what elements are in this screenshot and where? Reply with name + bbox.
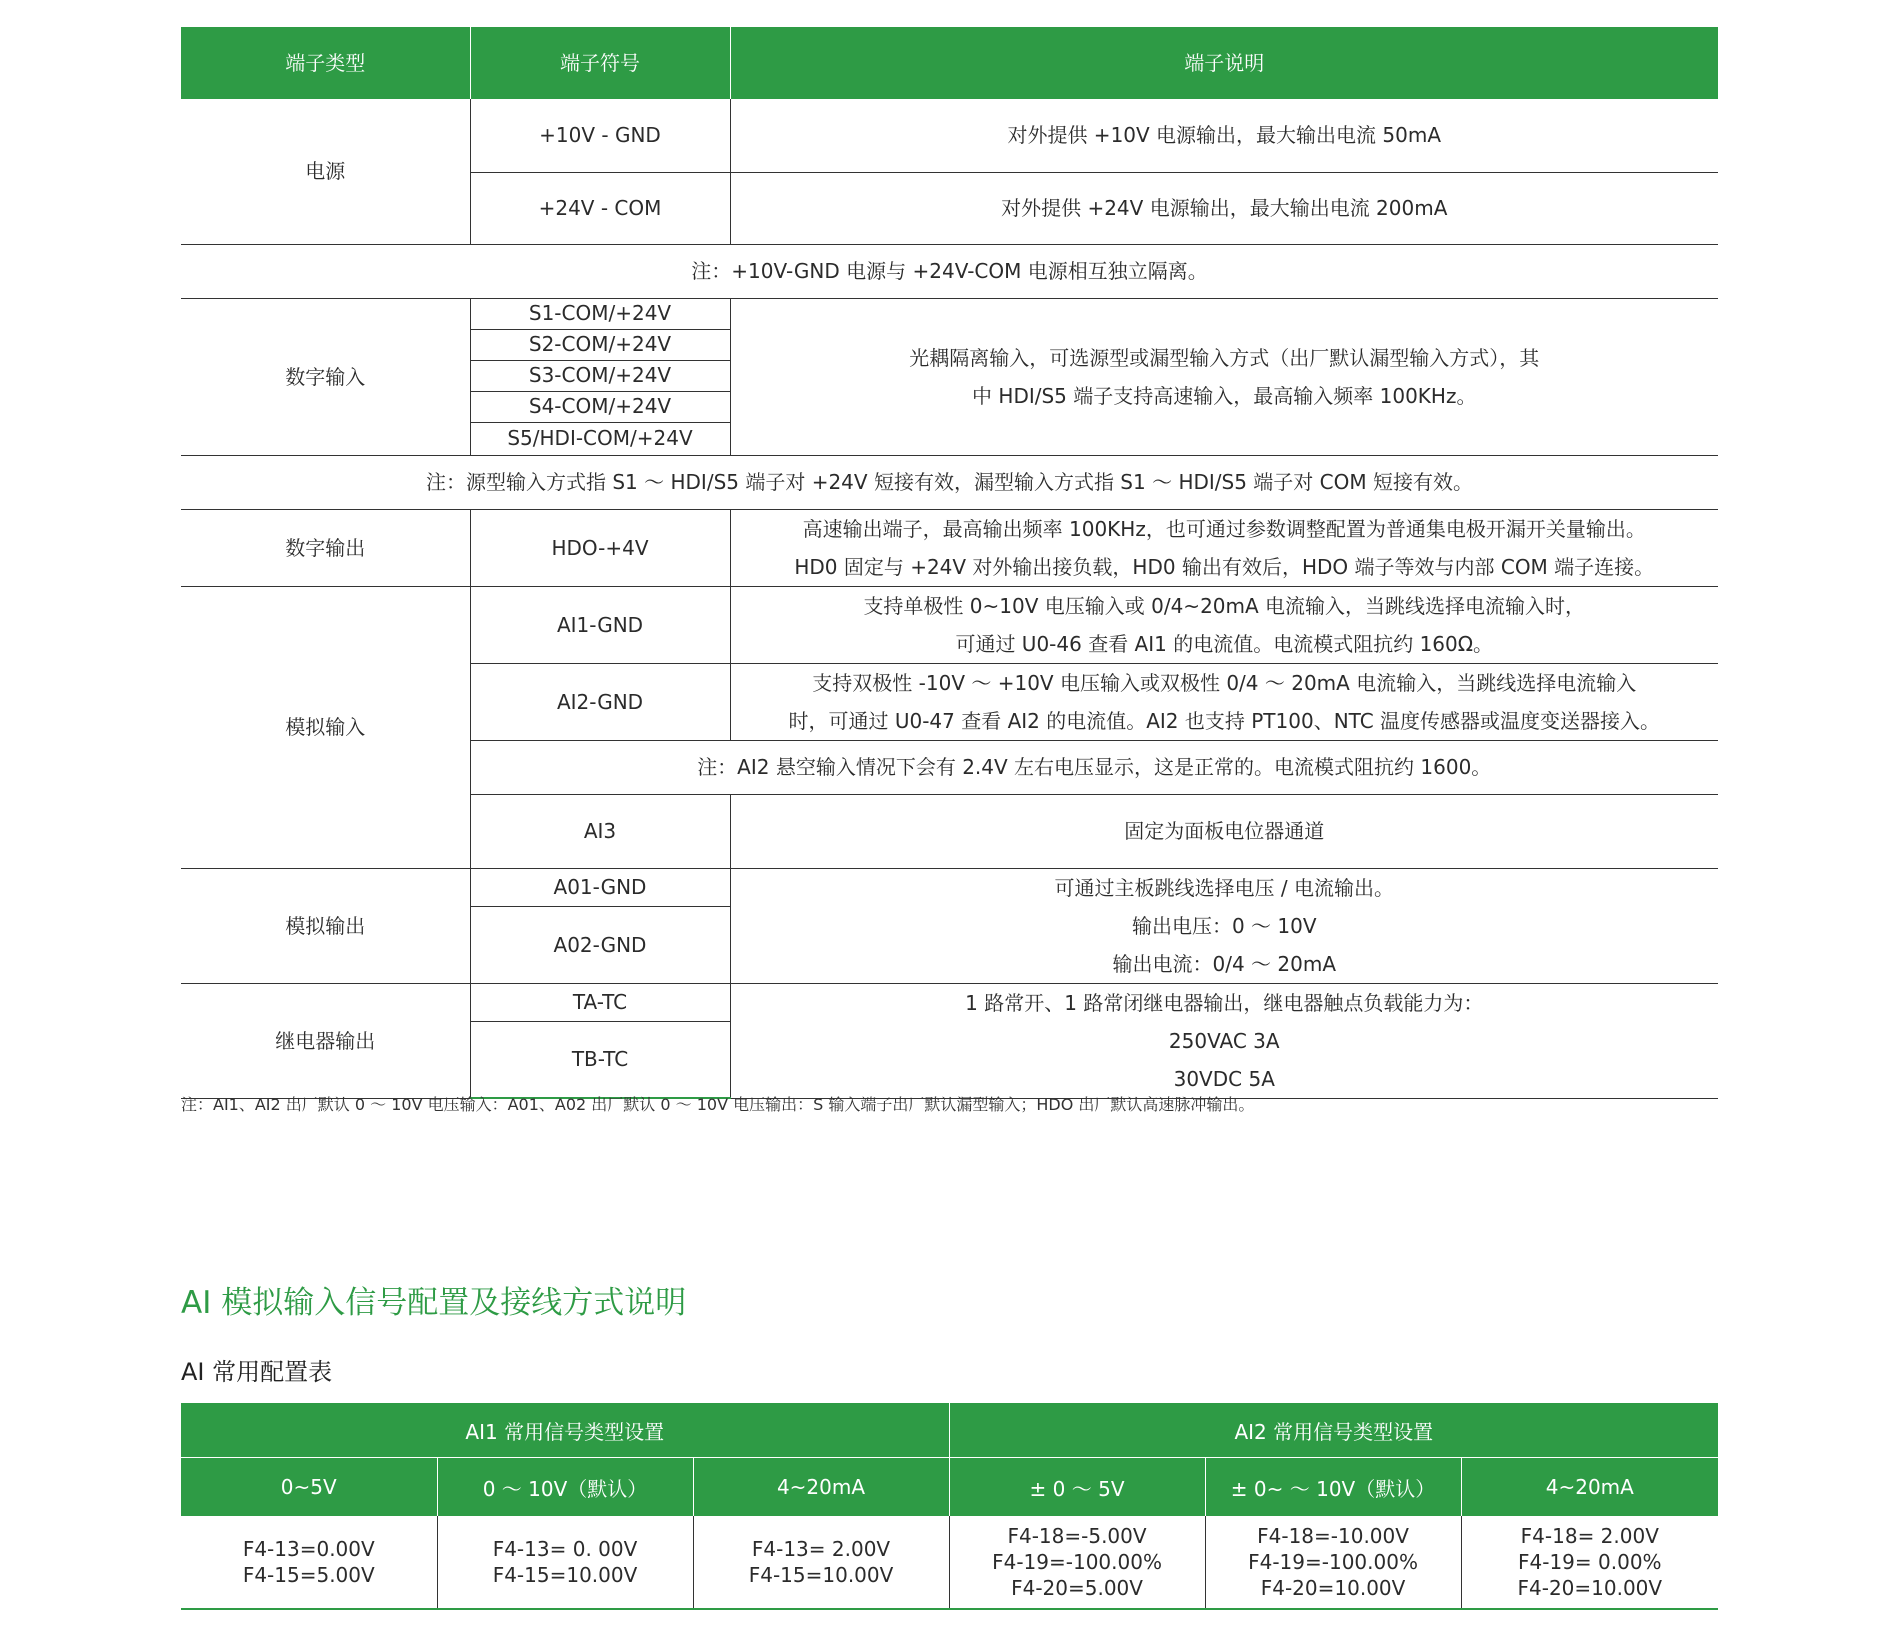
config-cell	[181, 1516, 437, 1609]
config-cell	[1205, 1516, 1461, 1609]
symbol-cell: S2-COM/+24V	[470, 329, 730, 360]
desc-cell: 固定为面板电位器通道	[730, 794, 1718, 868]
symbol-cell: S4-COM/+24V	[470, 391, 730, 422]
config-line: F4-18= 2.00V	[1520, 1524, 1659, 1548]
column-header: ± 0 ～ 5V	[949, 1458, 1205, 1517]
table-row	[181, 868, 1718, 906]
symbol-cell: AI3	[470, 794, 730, 868]
symbol-cell: A01-GND	[470, 868, 730, 906]
config-line: F4-15=10.00V	[492, 1563, 638, 1587]
config-line: F4-18=-5.00V	[1007, 1524, 1147, 1548]
config-cell	[949, 1516, 1205, 1609]
desc-line: 中 HDI/S5 端子支持高速输入，最高输入频率 100KHz。	[972, 383, 1477, 408]
desc-cell: 对外提供 +10V 电源输出，最大输出电流 50mA	[730, 99, 1718, 172]
symbol-cell: AI2-GND	[470, 663, 730, 740]
note-row	[181, 244, 1718, 298]
footnote: 注：AI1、AI2 出厂默认 0 ～ 10V 电压输入：A01、A02 出厂默认 0 ～ 10V 电压输出：S 输入端子出厂默认漏型输入；HDO 出厂默认高速脉冲输出。	[181, 1095, 1255, 1114]
config-line: F4-13= 2.00V	[751, 1537, 891, 1561]
symbol-cell: S3-COM/+24V	[470, 360, 730, 391]
note-row	[181, 455, 1718, 509]
symbol-cell: S1-COM/+24V	[470, 298, 730, 329]
config-cell	[1461, 1516, 1718, 1609]
desc-line: 输出电流：0/4 ～ 20mA	[1112, 951, 1336, 976]
config-line: F4-15=10.00V	[748, 1563, 894, 1587]
ai-config-table	[181, 1403, 1718, 1610]
desc-ai1	[730, 586, 1718, 663]
table-row	[181, 298, 1718, 329]
table-row	[181, 586, 1718, 663]
desc-cell: 对外提供 +24V 电源输出，最大输出电流 200mA	[730, 172, 1718, 244]
desc-line: 支持单极性 0~10V 电压输入或 0/4~20mA 电流输入，当跳线选择电流输入时，	[863, 593, 1586, 618]
terminal-spec-section	[181, 27, 1718, 1099]
desc-line: 1 路常开、1 路常闭继电器输出，继电器触点负载能力为：	[965, 990, 1484, 1015]
desc-line: 支持双极性 -10V ～ +10V 电压输入或双极性 0/4 ～ 20mA 电流输入，当跳线选择电流输入	[812, 670, 1637, 695]
terminal-spec-table	[181, 27, 1718, 1099]
config-line: F4-18=-10.00V	[1257, 1524, 1409, 1548]
ai1-group-header: AI1 常用信号类型设置	[181, 1403, 949, 1458]
section-title: AI 模拟输入信号配置及接线方式说明	[181, 1285, 687, 1321]
config-value-row	[181, 1516, 1718, 1609]
desc-line: HD0 固定与 +24V 对外输出接负载，HD0 输出有效后，HDO 端子等效与内部 COM 端子连接。	[794, 554, 1655, 579]
config-line: F4-20=10.00V	[1517, 1576, 1663, 1600]
symbol-cell: TA-TC	[470, 983, 730, 1021]
column-header-row	[181, 1458, 1718, 1517]
config-line: F4-13= 0. 00V	[492, 1537, 638, 1561]
config-line: F4-19= 0.00%	[1518, 1550, 1662, 1574]
desc-digital-input	[730, 298, 1718, 455]
desc-line: 输出电压：0 ～ 10V	[1131, 913, 1317, 938]
type-relay-output: 继电器输出	[181, 983, 470, 1098]
desc-line: 光耦隔离输入，可选源型或漏型输入方式（出厂默认漏型输入方式），其	[909, 345, 1540, 370]
symbol-cell: S5/HDI-COM/+24V	[470, 422, 730, 455]
symbol-cell: AI1-GND	[470, 586, 730, 663]
type-analog-output: 模拟输出	[181, 868, 470, 983]
desc-analog-output	[730, 868, 1718, 983]
desc-line: 可通过主板跳线选择电压 / 电流输出。	[1054, 875, 1394, 900]
config-line: F4-20=10.00V	[1260, 1576, 1406, 1600]
note-power: 注：+10V-GND 电源与 +24V-COM 电源相互独立隔离。	[181, 244, 1718, 298]
note-digital-input: 注：源型输入方式指 S1 ～ HDI/S5 端子对 +24V 短接有效，漏型输入方式指 S1 ～ HDI/S5 端子对 COM 短接有效。	[181, 455, 1718, 509]
header-terminal-symbol: 端子符号	[470, 27, 730, 99]
config-line: F4-13=0.00V	[242, 1537, 375, 1561]
column-header: 4~20mA	[693, 1458, 949, 1517]
config-cell	[693, 1516, 949, 1609]
type-digital-input: 数字输入	[181, 298, 470, 455]
ai2-group-header: AI2 常用信号类型设置	[949, 1403, 1718, 1458]
desc-relay-output	[730, 983, 1718, 1098]
desc-ai2	[730, 663, 1718, 740]
header-terminal-type: 端子类型	[181, 27, 470, 99]
symbol-cell: HDO-+4V	[470, 509, 730, 586]
desc-line: 高速输出端子，最高输出频率 100KHz，也可通过参数调整配置为普通集电极开漏开关量输出。	[802, 516, 1646, 541]
config-line: F4-15=5.00V	[242, 1563, 375, 1587]
desc-line: 时，可通过 U0-47 查看 AI2 的电流值。AI2 也支持 PT100、NTC 温度传感器或温度变送器接入。	[788, 708, 1661, 733]
table-row	[181, 99, 1718, 172]
type-digital-output: 数字输出	[181, 509, 470, 586]
table-row	[181, 983, 1718, 1021]
symbol-cell: +24V - COM	[470, 172, 730, 244]
symbol-cell: A02-GND	[470, 906, 730, 983]
desc-line: 250VAC 3A	[1168, 1028, 1280, 1053]
desc-line: 可通过 U0-46 查看 AI1 的电流值。电流模式阻抗约 160Ω。	[955, 631, 1494, 656]
config-cell	[437, 1516, 693, 1609]
symbol-cell: TB-TC	[470, 1021, 730, 1098]
column-header: ± 0~ ～ 10V（默认）	[1205, 1458, 1461, 1517]
sub-title: AI 常用配置表	[181, 1358, 333, 1386]
note-analog-input: 注：AI2 悬空输入情况下会有 2.4V 左右电压显示，这是正常的。电流模式阻抗约 1600。	[470, 740, 1718, 794]
config-line: F4-19=-100.00%	[992, 1550, 1162, 1574]
config-line: F4-19=-100.00%	[1248, 1550, 1418, 1574]
desc-digital-output	[730, 509, 1718, 586]
config-line: F4-20=5.00V	[1011, 1576, 1143, 1600]
desc-line: 30VDC 5A	[1173, 1066, 1275, 1091]
header-terminal-desc: 端子说明	[730, 27, 1718, 99]
type-power: 电源	[181, 99, 470, 244]
table-row	[181, 509, 1718, 586]
column-header: 4~20mA	[1461, 1458, 1718, 1517]
group-header-row	[181, 1403, 1718, 1458]
column-header: 0 ～ 10V（默认）	[437, 1458, 693, 1517]
table-header-row	[181, 27, 1718, 99]
type-analog-input: 模拟输入	[181, 586, 470, 868]
column-header: 0~5V	[181, 1458, 437, 1517]
symbol-cell: +10V - GND	[470, 99, 730, 172]
